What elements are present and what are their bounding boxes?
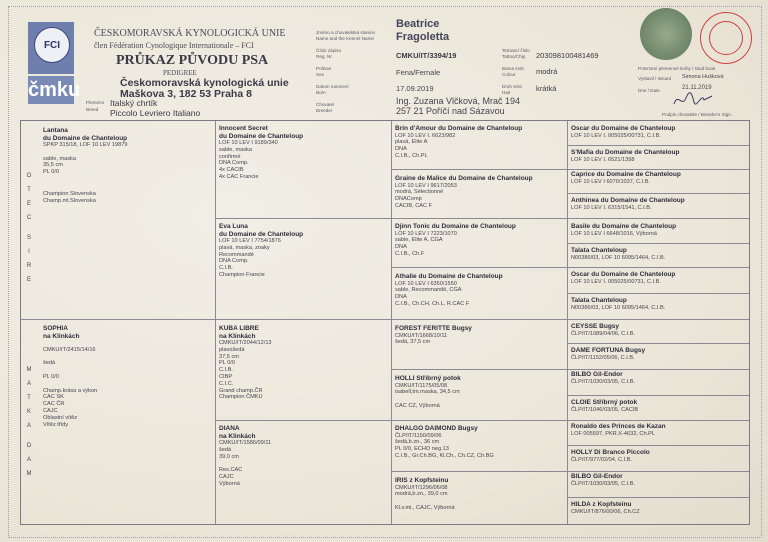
ancestor-detail: CAC CZ, Výborná — [395, 402, 440, 409]
gen3-ancestor-1 — [395, 125, 563, 160]
ancestor-detail: N00386/03, LOF 10 6095/1464, C.I.B. — [571, 254, 666, 261]
ancestor-detail: 4x CACIB — [219, 167, 244, 174]
issuer-name: Českomoravská kynologická unie — [120, 77, 289, 89]
ancestor-name: CEYSSE Bugsy — [571, 323, 620, 330]
ancestor-detail: LOF 10 LEV I 9189/340 — [219, 140, 278, 146]
ancestor-detail: modrá,b.zn., 39,0 cm — [395, 491, 448, 498]
ancestor-detail: LOF 10 LEV I. 005025/00731, C.I.B. — [571, 132, 661, 139]
issued-by-name: Simona Hušková — [682, 74, 724, 80]
dog-hair: krátká — [536, 84, 557, 93]
ancestor-name: HILDA z Kopfsteinu — [571, 501, 632, 508]
breed-name-it: Piccolo Levriero Italiano — [110, 108, 201, 118]
ancestor-detail: N00386/03, LOF 10 6095/1464, C.I.B. — [571, 304, 666, 311]
gen4-ancestor-13 — [571, 423, 747, 437]
ancestor-detail: plavošedá — [219, 346, 245, 353]
dog-color: modrá — [536, 67, 558, 76]
cmku-logo — [28, 22, 81, 104]
ancestor-name: Innocent Secret — [219, 125, 268, 132]
signature — [672, 90, 714, 110]
gen4-ancestor-16 — [571, 501, 747, 515]
gen3-ancestor-5 — [395, 325, 563, 346]
ancestor-name: na Klinkách — [219, 332, 256, 340]
ancestor-detail: LOF 10 LEV I 7223/1070 — [395, 230, 457, 237]
fci-logo-text: FCI — [34, 27, 70, 63]
ancestor-detail: šedá,b.zn., 36 cm — [395, 439, 440, 446]
label-hair-cz: Druh srsti — [502, 84, 522, 89]
label-breeder-en: Breeder — [316, 108, 333, 113]
ancestor-detail: ČLP/IT/1030/03/05, C.I.B. — [571, 378, 636, 385]
ancestor-detail — [219, 460, 387, 467]
ancestor-name: du Domaine de Chanteloup — [219, 132, 304, 140]
gen2-ancestor-2 — [219, 223, 387, 279]
ancestor-detail: LOF 10 LEV I 6350/1550 — [395, 280, 457, 287]
ancestor-name: DAME FORTUNA Bugsy — [571, 347, 646, 354]
dog-sex: Fena/Female — [396, 68, 441, 77]
ancestor-detail: C.I.B., Gr.Ch.BG, Kl.Ch., Ch.CZ, Ch.BG — [395, 452, 494, 459]
gen3-ancestor-2 — [395, 175, 563, 210]
ancestor-name: CLOIE Stříbrný potok — [571, 399, 638, 406]
ancestor-detail: LOF 10 LEV I 9617/2053 — [395, 182, 457, 189]
ancestor-detail — [395, 396, 563, 403]
gen4-ancestor-2 — [571, 149, 747, 163]
ancestor-name: Basile du Domaine de Chanteloup — [571, 223, 677, 230]
ancestor-detail: LOF 10 LEV I 7754/1876 — [219, 238, 281, 244]
label-issued: Potvrzení plemenné knihy / Stud book — [638, 66, 716, 71]
cmku-logo-text: čmku — [28, 76, 74, 104]
sire-label: S I R E — [26, 235, 32, 283]
ancestor-name: HOLLY Di Branco Piccolo — [571, 449, 650, 456]
document-title: PRŮKAZ PŮVODU PSA — [116, 53, 269, 68]
ancestor-detail: LOF 10 LEV I 6070/1037, C.I.B. — [571, 178, 650, 185]
ancestor-name: DHALGO DAIMOND Bugsy — [395, 425, 478, 432]
dam-label: D A M — [26, 443, 32, 477]
gen4-ancestor-1 — [571, 125, 747, 139]
ancestor-detail: DNA — [395, 146, 407, 153]
club-subtitle: člen Fédération Cynologique Internationale – FCI — [94, 41, 254, 50]
gen4-ancestor-12 — [571, 399, 747, 413]
gen4-ancestor-11 — [571, 371, 747, 385]
gen3-ancestor-8 — [395, 477, 563, 512]
label-breeder-sign: Podpis chovatele / Breeder's Sign. — [662, 112, 733, 117]
gen4-ancestor-9 — [571, 323, 747, 337]
ancestor-detail: isabell,tm.maska, 34,5 cm — [395, 389, 460, 396]
pedigree-grid — [20, 120, 750, 525]
gen3-ancestor-6 — [395, 375, 563, 410]
ancestor-name: Oscar du Domaine de Chanteloup — [571, 271, 676, 278]
ancestor-name: BILBO Gil-Endor — [571, 371, 623, 378]
ancestor-detail: sable, maska — [219, 146, 252, 153]
ancestor-name: HOLLI Stříbrný potok — [395, 375, 461, 382]
ancestor-detail: Grand champ.ČR — [219, 387, 263, 394]
label-date: Dne / Date — [638, 88, 660, 93]
ancestor-name: FOREST FERITTE Bugsy — [395, 325, 472, 332]
breed-label-en: Breed — [86, 107, 99, 112]
ancestor-detail: CMKU/IT/1175/05/08 — [395, 382, 448, 389]
ancestor-name: Anthinea du Domaine de Chanteloup — [571, 197, 685, 204]
ancestor-name: Oscar du Domaine de Chanteloup — [571, 125, 676, 132]
label-name-en: Name and the Kennel Name — [316, 36, 374, 41]
dog-chip: 203098100481469 — [536, 51, 599, 60]
ancestor-detail: ČLP/IT/1152/05/06, C.I.B. — [571, 354, 635, 361]
label-chip-en: Tattoo/Chip — [502, 54, 526, 59]
document-subtitle: PEDIGREE — [163, 69, 197, 77]
ancestor-detail: C.I.B. — [219, 367, 233, 374]
ancestor-detail: CMKU/IT/2044/12/13 — [219, 340, 272, 346]
ancestor-detail: DNA Comp. — [219, 258, 249, 265]
ancestor-name: S'Mafia du Domaine de Chanteloup — [571, 149, 680, 156]
ancestor-detail: LOF 10 LEV I. 6315/1541, C.I.B. — [571, 204, 652, 211]
ancestor-detail: šedá — [219, 446, 232, 453]
gen4-ancestor-4 — [571, 197, 747, 211]
ancestor-detail: DNA Comp. — [219, 160, 249, 167]
gen3-ancestor-7 — [395, 425, 563, 460]
label-issued-by: Vystavil / Issued — [638, 76, 672, 81]
gen3-ancestor-3 — [395, 223, 563, 258]
ancestor-name: BILBO Gil-Endor — [571, 473, 623, 480]
ancestor-detail: Recommandé — [219, 251, 254, 258]
breeder-line2: 257 21 Poříčí nad Sázavou — [396, 106, 505, 116]
ancestor-name: KUBA LIBRE — [219, 325, 259, 332]
ancestor-detail: Res.CAC — [219, 467, 243, 474]
gen4-ancestor-6 — [571, 247, 747, 261]
label-color-cz: Barva srsti — [502, 66, 524, 71]
label-reg-en: Reg. Nr. — [316, 54, 333, 59]
dog-registration: CMKU/IT/3394/19 — [396, 51, 457, 60]
ancestor-detail: Kl.v.mi., CAJC, Výborná — [395, 504, 455, 511]
label-name-cz: Jméno a chovatelská stanice — [316, 30, 375, 35]
ancestor-name: na Klinkách — [219, 432, 256, 440]
ancestor-detail: CMKU/IT/876/00/06, Ch.CZ — [571, 508, 640, 515]
label-breeder-cz: Chovatel — [316, 102, 335, 107]
ancestor-detail: LOF 005597, PKR.X-4632, Ch.PL — [571, 430, 655, 437]
otec-label: O T E C — [26, 173, 32, 221]
gen4-ancestor-15 — [571, 473, 747, 487]
ancestor-detail: LOF 10 LEV I 6648/1016, Výborná — [571, 230, 657, 237]
issuer-address: Maškova 3, 182 53 Praha 8 — [120, 88, 252, 100]
ancestor-detail: 39,0 cm — [219, 453, 239, 460]
ancestor-detail: confirmé — [219, 153, 241, 160]
label-dob-en: Born — [316, 90, 326, 95]
ancestor-name: Eva Luna — [219, 223, 248, 230]
gen4-ancestor-3 — [571, 171, 747, 185]
label-hair-en: Hair — [502, 90, 511, 95]
label-dob-cz: Datum narození — [316, 84, 349, 89]
ancestor-detail: CAJC — [219, 473, 234, 480]
gen4-ancestor-14 — [571, 449, 747, 463]
ancestor-detail: LOF 10 LEV I. 6623/982 — [395, 132, 456, 139]
gen2-ancestor-1 — [219, 125, 387, 181]
ancestor-detail: LOF 10 LEV I. 005025/00731, C.I.B. — [571, 278, 661, 285]
ancestor-detail: C.I.B., Ch.F — [395, 250, 425, 257]
ancestor-detail: 4x CAC Francie — [219, 173, 259, 180]
ancestor-name: Brin d'Amour du Domaine de Chanteloup — [395, 125, 523, 132]
sire-cell: Lantana du Domaine de Chanteloup SPKP 315/18, LOF 10 LEV 19879 sable, maska 35,5 cm PL 0/0 Champion Slovenska Champ.ml.Slovenska — [43, 127, 128, 204]
ancestor-detail: plavá, Elite A — [395, 139, 428, 146]
gen2-ancestor-4 — [219, 425, 387, 488]
ancestor-detail: ČLP/IT/1150/09/06 — [395, 432, 442, 439]
ancestor-detail: šedá, 37,5 cm — [395, 339, 431, 346]
ancestor-name: du Domaine de Chanteloup — [219, 230, 304, 238]
label-chip-cz: Tetovací číslo — [502, 48, 530, 53]
label-sex-en: Sex — [316, 72, 324, 77]
ancestor-detail: PL 0/0 — [219, 360, 235, 367]
ancestor-detail: LOF 10 LEV I. 6521/1398 — [571, 156, 635, 163]
ancestor-detail: CMKU/IT/1586/09/11 — [219, 440, 272, 446]
ancestor-name: IRIS z Kopfsteinu — [395, 477, 449, 484]
ancestor-detail: sable, Recommandé, CGA — [395, 287, 462, 294]
ancestor-name: Graine de Malice du Domaine de Chanteloup — [395, 175, 533, 182]
hologram-stamp — [640, 8, 692, 60]
gen2-ancestor-3 — [219, 325, 387, 401]
ancestor-detail: ČLP/IT/1046/03/05, CACIB — [571, 406, 639, 413]
ancestor-detail: DNAComp — [395, 196, 422, 203]
ancestor-detail: Výborná — [219, 480, 240, 487]
dam-cell: SOPHIA na Klinkách CMKU/IT/2415/14/16 šedá PL 0/0 Champ.krása a výkon CAC SK CAC ČR CAJC Oblastní vítěz Vítěz třídy — [43, 325, 98, 428]
gen4-ancestor-8 — [571, 297, 747, 311]
ancestor-detail: DNA — [395, 244, 407, 251]
breeder-line1: Ing. Zuzana Vlčková, Mrač 194 — [396, 96, 521, 106]
breed-name-cz: Italský chrtík — [110, 98, 158, 108]
ancestor-detail: C.I.B., Ch.CH, Ch.L, R.CAC F — [395, 300, 470, 307]
ancestor-detail: C.I.B. — [219, 265, 233, 272]
label-sex-cz: Pohlaví — [316, 66, 332, 71]
dog-name-line2: Fragoletta — [396, 31, 450, 43]
dog-birthdate: 17.09.2019 — [396, 84, 434, 93]
ancestor-name: Caprice du Domaine de Chanteloup — [571, 171, 681, 178]
ancestor-detail: C.I.C. — [219, 380, 234, 387]
ancestor-name: Athalie du Domaine de Chanteloup — [395, 273, 503, 280]
ancestor-detail: PL 0/0, ECHO neg.13 — [395, 446, 449, 453]
gen3-ancestor-4 — [395, 273, 563, 308]
ancestor-detail: C.I.B., Ch.PL — [395, 152, 428, 159]
label-color-en: Colour — [502, 72, 516, 77]
label-reg-cz: Číslo zápisu — [316, 48, 342, 53]
ancestor-detail: CIBP — [219, 373, 233, 380]
ancestor-detail: ČLP/IT/977/02/04, C.I.B. — [571, 456, 632, 463]
ancestor-detail: 37,5 cm — [219, 353, 239, 360]
ancestor-name: DIANA — [219, 425, 240, 432]
gen4-ancestor-10 — [571, 347, 747, 361]
ancestor-name: Ronaldo des Princes de Kazan — [571, 423, 666, 430]
ancestor-detail: DNA — [395, 294, 407, 301]
ancestor-detail: plavá, maska, znaky — [219, 244, 270, 251]
gen4-ancestor-7 — [571, 271, 747, 285]
ancestor-name: Talata Chanteloup — [571, 297, 627, 304]
club-name: ČESKOMORAVSKÁ KYNOLOGICKÁ UNIE — [94, 28, 286, 39]
ancestor-detail: ČLP/IT/1089/04/06, C.I.B. — [571, 330, 636, 337]
studbook-seal — [700, 12, 752, 64]
ancestor-detail: CMKU/IT/1668/10/11 — [395, 332, 448, 339]
ancestor-detail: CACIB, CAC F — [395, 202, 432, 209]
gen4-ancestor-5 — [571, 223, 747, 237]
dog-name-line1: Beatrice — [396, 18, 440, 30]
ancestor-name: Djinn Tonic du Domaine de Chanteloup — [395, 223, 516, 230]
ancestor-detail: Champion Francie — [219, 271, 265, 278]
issue-date: 21.11.2019 — [682, 85, 712, 91]
ancestor-detail: ČLP/IT/1030/03/05, C.I.B. — [571, 480, 636, 487]
ancestor-detail: sable, Elite A, CGA — [395, 237, 443, 244]
ancestor-detail — [395, 498, 563, 505]
ancestor-detail: Champion ČMKU — [219, 394, 263, 401]
ancestor-detail: CMKU/IT/1296/06/08 — [395, 484, 448, 491]
breed-label-cz: Plemeno — [86, 100, 105, 105]
ancestor-detail: modrá, Sélectionné — [395, 189, 444, 196]
matka-label: M A T K A — [26, 367, 32, 429]
ancestor-name: Talata Chanteloup — [571, 247, 627, 254]
